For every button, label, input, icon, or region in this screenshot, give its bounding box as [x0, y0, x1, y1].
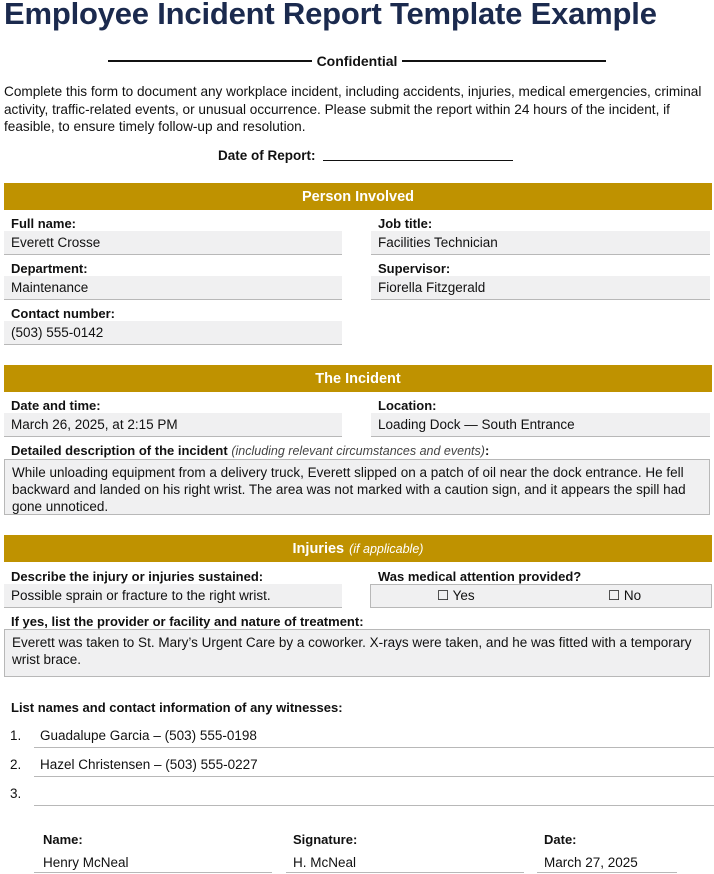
full-name-label: Full name:	[11, 216, 77, 231]
date-of-report-field[interactable]	[323, 160, 513, 161]
section-header-person	[4, 183, 712, 210]
date-time-label: Date and time:	[11, 398, 101, 413]
description-field[interactable]: While unloading equipment from a delivery truck, Everett slipped on a patch of oil near the dock entrance. He fell backward and landed on his right wrist. The area was not marked with a caution sign, and it appears the spill had gone unnoticed.	[4, 459, 710, 515]
medical-attention-options	[370, 584, 712, 608]
section-title: The Incident	[315, 370, 401, 387]
supervisor-field[interactable]: Fiorella Fitzgerald	[371, 276, 710, 300]
department-label: Department:	[11, 261, 88, 276]
location-field[interactable]: Loading Dock — South Entrance	[371, 413, 710, 437]
section-header-injuries	[4, 535, 712, 562]
intro-paragraph: Complete this form to document any workplace incident, including accidents, injuries, medical emergencies, criminal activity, traffic-related events, or unusual occurrence. Please submit the report within 24 hours of the incident, if feasible, to ensure timely follow-up and resolution.	[4, 84, 702, 134]
description-label-suffix: :	[484, 443, 490, 458]
date-time-field[interactable]: March 26, 2025, at 2:15 PM	[4, 413, 342, 437]
description-label-text: Detailed description of the incident	[11, 443, 228, 458]
page-title: Employee Incident Report Template Example	[4, 0, 657, 31]
signoff-date-line	[537, 872, 677, 873]
medical-attention-label: Was medical attention provided?	[378, 569, 582, 584]
contact-number-field[interactable]: (503) 555-0142	[4, 321, 342, 345]
confidential-banner	[108, 52, 606, 70]
signoff-name-line	[34, 872, 272, 873]
witness-line	[34, 805, 714, 806]
signoff-name-field[interactable]: Henry McNeal	[43, 855, 129, 870]
section-header-incident	[4, 365, 712, 392]
provider-field[interactable]: Everett was taken to St. Mary’s Urgent Care by a coworker. X-rays were taken, and he was fitted with a temporary wrist brace.	[4, 629, 710, 677]
signoff-name-label: Name:	[43, 832, 83, 847]
date-of-report-label: Date of Report:	[218, 148, 316, 163]
description-label-note: (including relevant circumstances and events)	[231, 444, 485, 458]
section-title-note: (if applicable)	[349, 541, 424, 556]
department-field[interactable]: Maintenance	[4, 276, 342, 300]
witness-line	[34, 747, 714, 748]
location-label: Location:	[378, 398, 437, 413]
full-name-field[interactable]: Everett Crosse	[4, 231, 342, 255]
witness-number: 2.	[10, 757, 22, 772]
section-title: Person Involved	[301, 188, 414, 205]
injury-description-field[interactable]: Possible sprain or fracture to the right wrist.	[4, 584, 342, 608]
witness-entry[interactable]: Guadalupe Garcia – (503) 555-0198	[40, 728, 257, 743]
signoff-signature-label: Signature:	[293, 832, 358, 847]
section-title: Injuries	[292, 540, 345, 557]
signoff-signature-line	[286, 872, 524, 873]
job-title-field[interactable]: Facilities Technician	[371, 231, 710, 255]
witness-number: 3.	[10, 786, 22, 801]
medical-no-checkbox[interactable]: ☐ No	[608, 588, 642, 603]
signoff-date-label: Date:	[544, 832, 577, 847]
medical-yes-checkbox[interactable]: ☐ Yes	[437, 588, 475, 603]
witness-line	[34, 776, 714, 777]
contact-number-label: Contact number:	[11, 306, 115, 321]
date-of-report-row	[218, 148, 513, 163]
injury-description-label: Describe the injury or injuries sustained:	[11, 569, 264, 584]
provider-label: If yes, list the provider or facility and nature of treatment:	[11, 614, 364, 629]
witness-number: 1.	[10, 728, 22, 743]
job-title-label: Job title:	[378, 216, 433, 231]
signoff-date-field[interactable]: March 27, 2025	[544, 855, 638, 870]
description-label	[11, 443, 489, 458]
witnesses-label: List names and contact information of any witnesses:	[11, 700, 343, 715]
witness-entry[interactable]: Hazel Christensen – (503) 555-0227	[40, 757, 258, 772]
confidential-label: Confidential	[316, 53, 398, 69]
signoff-signature-field[interactable]: H. McNeal	[293, 855, 357, 870]
divider	[108, 60, 312, 62]
supervisor-label: Supervisor:	[378, 261, 451, 276]
divider	[402, 60, 606, 62]
